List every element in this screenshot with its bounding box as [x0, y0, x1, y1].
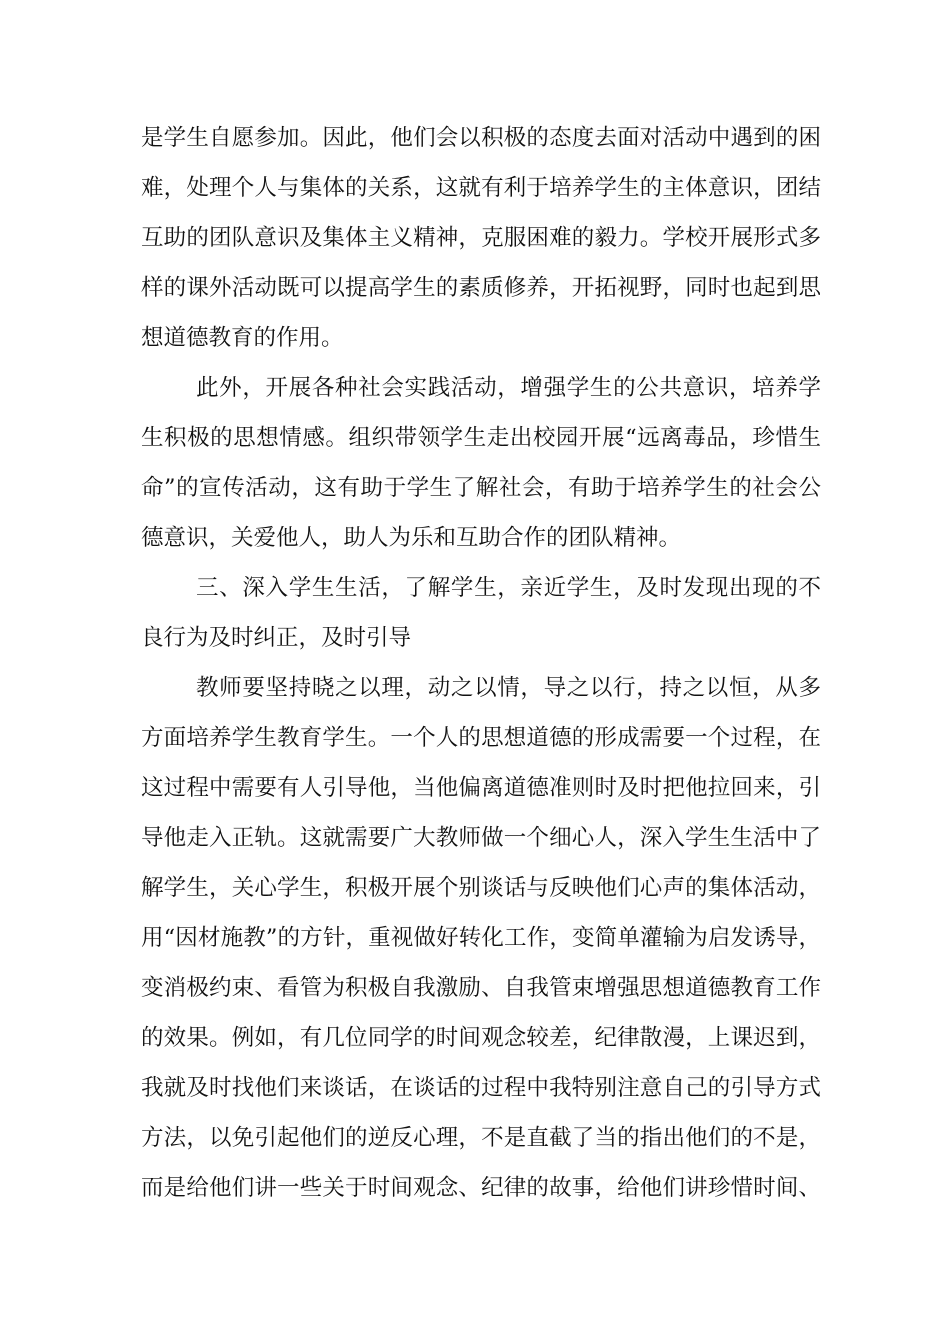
text-line: 难，处理个人与集体的关系，这就有利于培养学生的主体意识，团结 — [141, 175, 821, 201]
paragraph-first-line: 教师要坚持晓之以理，动之以情，导之以行，持之以恒，从多 — [196, 675, 821, 701]
text-line: 的效果。例如，有几位同学的时间观念较差，纪律散漫，上课迟到， — [141, 1025, 821, 1051]
section-heading-line: 良行为及时纠正，及时引导 — [141, 625, 412, 651]
text-line: 德意识，关爱他人，助人为乐和互助合作的团队精神。 — [141, 525, 682, 551]
text-line: 方法，以免引起他们的逆反心理，不是直截了当的指出他们的不是， — [141, 1125, 821, 1151]
text-line: 变消极约束、看管为积极自我激励、自我管束增强思想道德教育工作 — [141, 975, 821, 1001]
text-line: 这过程中需要有人引导他，当他偏离道德准则时及时把他拉回来，引 — [141, 775, 821, 801]
text-line: 方面培养学生教育学生。一个人的思想道德的形成需要一个过程，在 — [141, 725, 821, 751]
text-line: 导他走入正轨。这就需要广大教师做一个细心人，深入学生生活中了 — [141, 825, 821, 851]
text-line: 解学生，关心学生，积极开展个别谈话与反映他们心声的集体活动， — [141, 875, 821, 901]
text-line: 我就及时找他们来谈话，在谈话的过程中我特别注意自己的引导方式 — [141, 1075, 821, 1101]
text-line: 用“因材施教”的方针，重视做好转化工作，变简单灌输为启发诱导， — [141, 925, 821, 951]
section-heading-line: 三、深入学生生活，了解学生，亲近学生，及时发现出现的不 — [196, 575, 821, 601]
text-line: 想道德教育的作用。 — [141, 325, 344, 351]
text-line: 互助的团队意识及集体主义精神，克服困难的毅力。学校开展形式多 — [141, 225, 821, 251]
text-line: 是学生自愿参加。因此，他们会以积极的态度去面对活动中遇到的困 — [141, 125, 821, 151]
text-line: 命”的宣传活动，这有助于学生了解社会，有助于培养学生的社会公 — [141, 475, 821, 501]
text-line: 而是给他们讲一些关于时间观念、纪律的故事，给他们讲珍惜时间、 — [141, 1175, 821, 1201]
paragraph-first-line: 此外，开展各种社会实践活动，增强学生的公共意识，培养学 — [196, 375, 821, 401]
text-line: 生积极的思想情感。组织带领学生走出校园开展“远离毒品，珍惜生 — [141, 425, 821, 451]
text-line: 样的课外活动既可以提高学生的素质修养，开拓视野，同时也起到思 — [141, 275, 821, 301]
